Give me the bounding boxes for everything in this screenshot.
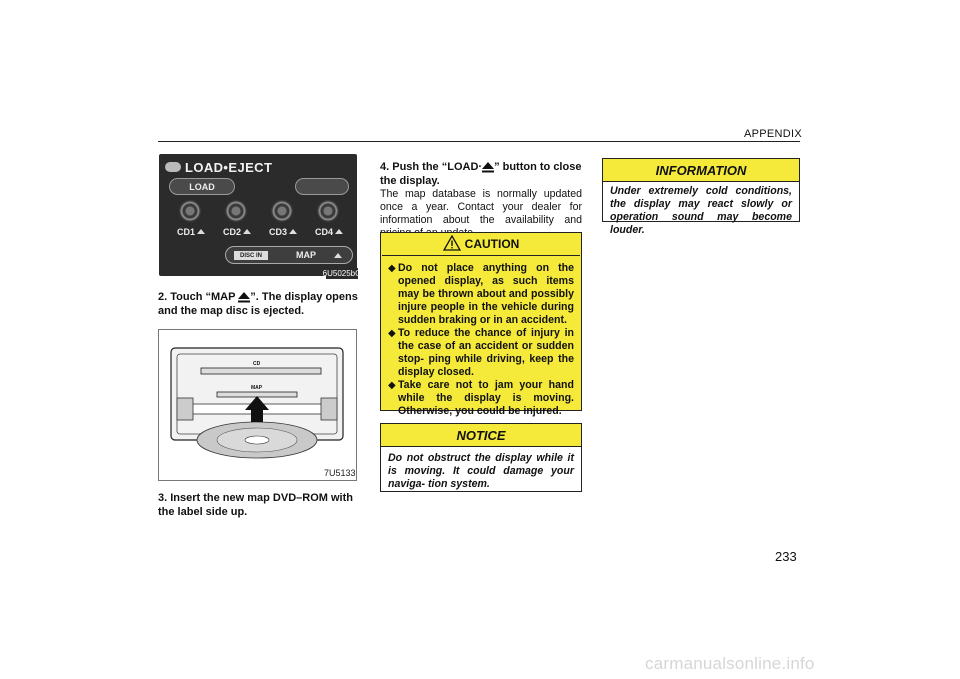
caution-header: CAUTION bbox=[381, 233, 581, 255]
notice-header-bar bbox=[381, 424, 581, 447]
section-header: APPENDIX bbox=[744, 128, 803, 140]
disc-knob-icon bbox=[271, 200, 293, 222]
watermark: carmanualsonline.info bbox=[645, 654, 815, 673]
map-drive-figure bbox=[158, 329, 357, 481]
panel-badge-icon bbox=[165, 162, 181, 172]
disc-knob-icon bbox=[179, 200, 201, 222]
eject-icon bbox=[243, 229, 251, 234]
information-box bbox=[602, 158, 800, 236]
top-right-panel-button bbox=[295, 178, 349, 195]
panel-title: LOAD•EJECT bbox=[185, 160, 273, 175]
disc-label-cd1: CD1 bbox=[177, 227, 196, 237]
caution-box bbox=[380, 232, 582, 417]
map-label: MAP bbox=[296, 250, 316, 260]
figure-code: 6U5025bG bbox=[322, 269, 362, 278]
disc-knob-icon bbox=[225, 200, 247, 222]
eject-icon bbox=[482, 162, 494, 173]
disc-label-cd4: CD4 bbox=[315, 227, 334, 237]
step-2-text: 2. Touch “MAP ”. The display opens and the map disc is ejected. bbox=[158, 291, 358, 317]
diamond-bullet-icon: ◆ bbox=[388, 328, 396, 339]
notice-box bbox=[380, 423, 582, 492]
disc-in-label: DISC IN bbox=[234, 251, 268, 260]
load-eject-panel-figure bbox=[159, 154, 357, 276]
notice-text: Do not obstruct the display while it is moving. It could damage your naviga- tion system. bbox=[388, 452, 574, 490]
warning-triangle-icon bbox=[443, 235, 461, 251]
figure-code: 7U5133 bbox=[324, 468, 356, 478]
caution-item: ◆ Do not place anything on the opened display, as such items may be thrown about and possibly injure people in the vehicle during sudden braking or in an accident. bbox=[388, 262, 574, 326]
eject-icon bbox=[238, 292, 250, 303]
eject-icon bbox=[334, 253, 342, 258]
drive-cd-label: CD bbox=[253, 361, 261, 367]
information-text: Under extremely cold conditions, the display may react slowly or operation sound may become louder. bbox=[610, 185, 792, 236]
disc-knob-icon bbox=[317, 200, 339, 222]
map-disc-row bbox=[225, 246, 353, 264]
eject-icon bbox=[289, 229, 297, 234]
eject-icon bbox=[197, 229, 205, 234]
information-header: INFORMATION bbox=[655, 162, 747, 178]
caution-list bbox=[381, 256, 581, 418]
diamond-bullet-icon: ◆ bbox=[388, 263, 396, 274]
update-paragraph: The map database is normally updated once a year. Contact your dealer for information about the availability and bbox=[380, 188, 582, 226]
eject-icon bbox=[335, 229, 343, 234]
drive-map-label: MAP bbox=[251, 385, 263, 391]
disc-label-cd3: CD3 bbox=[269, 227, 288, 237]
step-4-text: 4. Push the “LOAD· ” button to close the display. bbox=[380, 161, 582, 187]
page-number: 233 bbox=[775, 549, 797, 564]
caution-item: ◆ To reduce the chance of injury in the case of an accident or sudden stop- ping while driving, keep the display closed. bbox=[388, 327, 574, 378]
notice-header: NOTICE bbox=[456, 427, 506, 443]
step-3-text: 3. Insert the new map DVD–ROM with the label side up. bbox=[158, 492, 353, 518]
caution-item: ◆ Take care not to jam your hand while the display is moving. Otherwise, you could be injured. bbox=[388, 379, 574, 417]
map-drive-illustration bbox=[159, 330, 356, 480]
information-header-bar bbox=[603, 159, 799, 182]
load-button: LOAD bbox=[169, 178, 235, 195]
disc-label-cd2: CD2 bbox=[223, 227, 242, 237]
diamond-bullet-icon: ◆ bbox=[388, 380, 396, 391]
header-rule bbox=[158, 141, 800, 142]
